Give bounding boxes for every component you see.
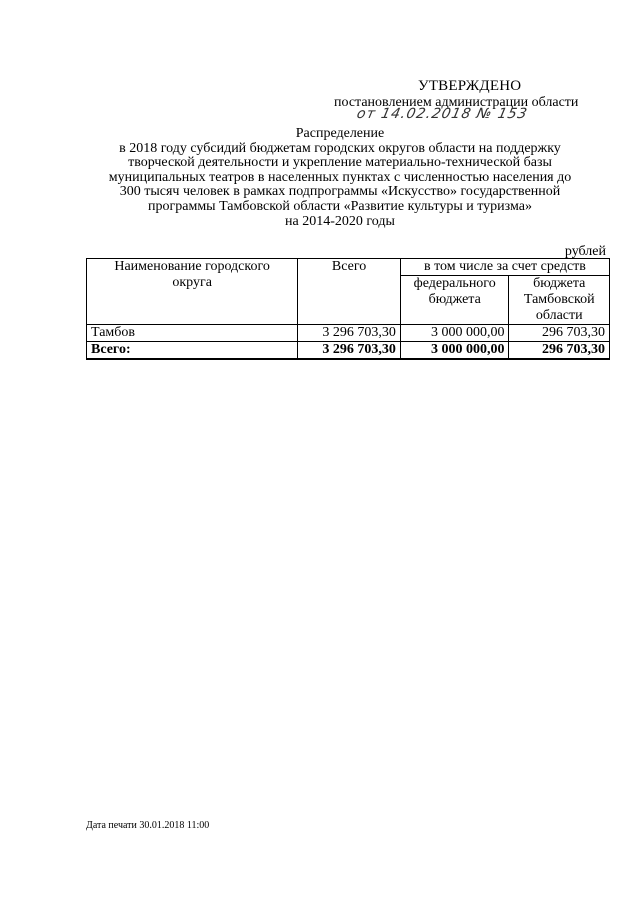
header-name-line: округа bbox=[172, 275, 212, 290]
cell-total-federal: 3 000 000,00 bbox=[400, 342, 509, 360]
title-line: творческой деятельности и укрепление материально-технической базы bbox=[128, 155, 552, 171]
title-line: программы Тамбовской области «Развитие культуры и туризма» bbox=[148, 198, 532, 214]
cell-total-total: 3 296 703,30 bbox=[298, 342, 401, 360]
header-regional-line: бюджета bbox=[533, 276, 586, 291]
title-line: на 2014-2020 годы bbox=[285, 213, 395, 229]
header-federal-line: федерального bbox=[413, 276, 496, 291]
header-federal bbox=[400, 276, 509, 325]
title-line: 300 тысяч человек в рамках подпрограммы «Искусство» государственной bbox=[119, 184, 561, 200]
cell-total-regional: 296 703,30 bbox=[509, 342, 610, 360]
header-federal-line: бюджета bbox=[428, 292, 481, 307]
header-total: Всего bbox=[298, 259, 401, 325]
subsidy-table bbox=[86, 258, 610, 360]
document-title bbox=[80, 127, 600, 229]
print-date: Дата печати 30.01.2018 11:00 bbox=[86, 820, 210, 831]
table-row bbox=[87, 325, 610, 342]
cell-regional: 296 703,30 bbox=[509, 325, 610, 342]
table-header-row bbox=[87, 259, 610, 276]
header-regional-line: области bbox=[535, 308, 583, 323]
units-label: рублей bbox=[564, 244, 606, 259]
cell-total-name: Всего: bbox=[87, 342, 298, 360]
header-including: в том числе за счет средств bbox=[400, 259, 609, 276]
header-name bbox=[87, 259, 298, 325]
handwritten-date-number: от 14.02.2018 № 153 bbox=[355, 106, 530, 122]
header-regional bbox=[509, 276, 610, 325]
title-line: муниципальных театров в населенных пунктах с численностью населения до bbox=[108, 169, 572, 185]
cell-federal: 3 000 000,00 bbox=[400, 325, 509, 342]
cell-name: Тамбов bbox=[87, 325, 298, 342]
title-line: Распределение bbox=[295, 126, 385, 141]
header-name-line: Наименование городского bbox=[114, 259, 270, 274]
header-regional-line: Тамбовской bbox=[523, 292, 595, 307]
decree-line: постановлением администрации области bbox=[334, 95, 579, 110]
title-line: в 2018 году субсидий бюджетам городских округов области на поддержку bbox=[119, 140, 561, 156]
table-total-row bbox=[87, 342, 610, 360]
cell-total: 3 296 703,30 bbox=[298, 325, 401, 342]
approved-heading: УТВЕРЖДЕНО bbox=[418, 78, 522, 94]
